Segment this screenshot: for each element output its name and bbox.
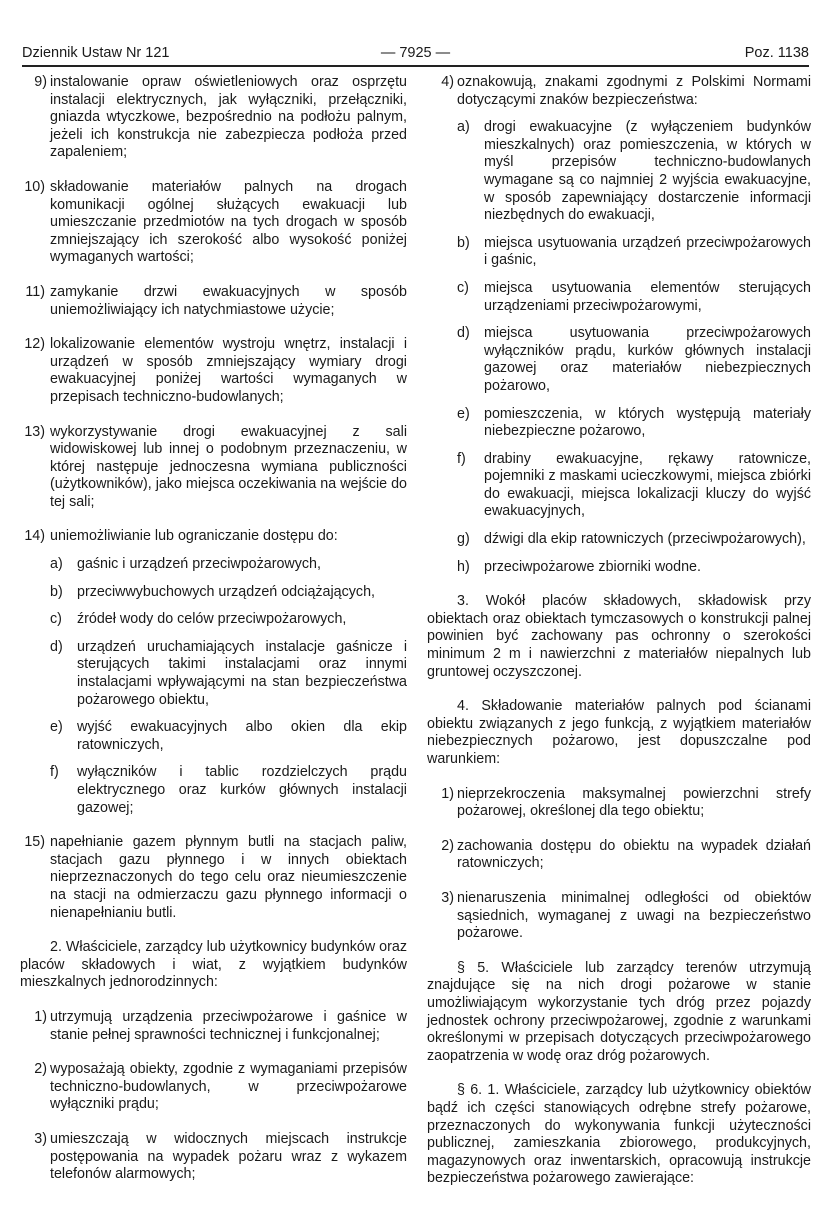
- paragraph-3: 3. Wokół placów składowych, składowisk przy obiektach oraz obiektach tymczasowych o konstrukcji palnej powinien być zachowany pas ochronny o szerokości minimum 2 m i nawierzchni z materiałów niepalnych lub gruntowej oczyszczonej.: [427, 593, 811, 680]
- sub-item-letter: a): [50, 556, 63, 573]
- sub-item-letter: b): [457, 234, 470, 251]
- sub-item-text: przeciwpożarowe zbiorniki wodne.: [484, 558, 701, 575]
- sub-list-item: [427, 406, 811, 441]
- list-item: [20, 1061, 407, 1114]
- sub-item-letter: g): [457, 531, 470, 548]
- sub-item-text: przeciwwybuchowych urządzeń odciążających,: [77, 583, 375, 600]
- item-text: utrzymują urządzenia przeciwpożarowe i gaśnice w stanie pełnej sprawności technicznej i funkcjonalnej;: [50, 1008, 407, 1043]
- sub-item-text: miejsca usytuowania elementów sterujących urządzeniami przeciwpożarowymi,: [484, 279, 811, 314]
- item-number: 15): [24, 834, 45, 851]
- sub-item-letter: c): [457, 279, 469, 296]
- item-number: 4): [441, 74, 454, 90]
- sub-list-item: [427, 119, 811, 225]
- item-text: składowanie materiałów palnych na drogach komunikacji ogólnej służących ewakuacji lub umieszczanie przedmiotów na tych drogach w sposób zmniejszający ich szerokość albo wysokość poniżej wymaganych wartości;: [50, 178, 407, 266]
- item-number: 1): [34, 1008, 47, 1025]
- item-number: 3): [34, 1130, 47, 1147]
- list-item: [427, 786, 811, 821]
- item-text: wykorzystywanie drogi ewakuacyjnej z sali widowiskowej lub innej o podobnym przeznaczeniu, w której następuje jednoczesna wymiana publiczności (użytkowników), jako miejsca oczekiwania na wejście do tej sali;: [50, 423, 407, 510]
- sub-list-item: [20, 611, 407, 629]
- sub-item-letter: d): [457, 325, 470, 342]
- sub-list-item: [427, 325, 811, 395]
- list-item: [427, 838, 811, 873]
- right-column: [427, 74, 811, 1205]
- sub-item-text: urządzeń uruchamiających instalacje gaśnicze i sterujących takimi instalacjami oraz innymi instalacjami wpływającymi na stan bezpieczeństwa pożarowego obiektu,: [77, 638, 407, 708]
- list-item: [20, 528, 407, 546]
- item-number: 2): [441, 837, 454, 854]
- sub-list-item: [20, 764, 407, 817]
- sub-item-letter: e): [457, 405, 470, 422]
- position-number: Poz. 1138: [744, 45, 809, 61]
- list-item: [20, 284, 407, 319]
- item-text: uniemożliwianie lub ograniczanie dostępu do:: [50, 528, 338, 545]
- sub-item-letter: e): [50, 719, 63, 736]
- sub-list-item: [427, 531, 811, 549]
- list-item: [427, 74, 811, 109]
- sub-item-letter: f): [457, 450, 466, 467]
- sub-list-item: [20, 556, 407, 574]
- item-number: 10): [24, 178, 45, 195]
- sub-item-letter: f): [50, 764, 59, 781]
- item-number: 11): [25, 283, 45, 300]
- sub-item-text: gaśnic i urządzeń przeciwpożarowych,: [77, 556, 321, 573]
- item-text: nieprzekroczenia maksymalnej powierzchni strefy pożarowej, określonej dla tego obiektu;: [457, 785, 811, 820]
- sub-item-text: drogi ewakuacyjne (z wyłączeniem budynków mieszkalnych) oraz pomieszczenia, w których w myśl przepisów techniczno-budowlanych wymagane są co najmniej 2 wyjścia ewakuacyjne, w sposób zapewniający dostarczenie informacji niezbędnych do ewakuacji,: [484, 119, 811, 224]
- sub-list-item: [427, 451, 811, 521]
- sub-list-item: [20, 719, 407, 754]
- item-text: wyposażają obiekty, zgodnie z wymaganiami przepisów techniczno-budowlanych, w przeciwpożarowe wyłączniki prądu;: [50, 1061, 407, 1113]
- left-column: [20, 74, 407, 1201]
- sub-item-text: dźwigi dla ekip ratowniczych (przeciwpożarowych),: [484, 531, 806, 548]
- sub-item-text: wyjść ewakuacyjnych albo okien dla ekip ratowniczych,: [77, 719, 407, 753]
- sub-list-item: [427, 235, 811, 270]
- list-item: [20, 1009, 407, 1044]
- item-number: 12): [24, 336, 45, 353]
- item-number: 9): [34, 74, 47, 90]
- sub-item-text: wyłączników i tablic rozdzielczych prądu elektrycznego oraz kurków głównych instalacji gazowej;: [77, 764, 407, 816]
- list-item: [20, 1131, 407, 1184]
- page-number: — 7925 —: [380, 45, 451, 61]
- item-text: instalowanie opraw oświetleniowych oraz osprzętu instalacji elektrycznych, jak wyłączniki, przełączniki, gniazda wtyczkowe, bezpośrednio na podłożu palnym, jeżeli ich konstrukcja nie zabezpiecza podłoża przed zapaleniem;: [50, 74, 407, 161]
- list-item: [20, 74, 407, 162]
- item-text: napełnianie gazem płynnym butli na stacjach paliw, stacjach gazu płynnego i w innych obiektach nieprzeznaczonych do tego celu oraz nieumieszczenie na stacji na odmierzaczu gazu płynnego informacji o nienapełnianiu butli.: [50, 834, 407, 921]
- list-item: [427, 890, 811, 943]
- paragraph-2: 2. Właściciele, zarządcy lub użytkownicy budynków oraz placów składowych i wiat, z wyjątkiem budynków mieszkalnych jednorodzinnych:: [20, 939, 407, 991]
- item-number: 14): [24, 528, 45, 545]
- section-6: § 6. 1. Właściciele, zarządcy lub użytkownicy obiektów bądź ich części stanowiących odrębne strefy pożarowe, przeznaczonych do wykonywania funkcji użyteczności publicznej, zamieszkania zbiorowego, produkcyjnych, magazynowych oraz inwentarskich, opracowują instrukcje bezpieczeństwa pożarowego zawierające:: [427, 1082, 811, 1187]
- list-item: [20, 834, 407, 922]
- sub-item-text: pomieszczenia, w których występują materiały niebezpieczne pożarowo,: [484, 405, 811, 440]
- item-number: 2): [34, 1061, 47, 1078]
- item-text: umieszczają w widocznych miejscach instrukcje postępowania na wypadek pożaru wraz z wykazem telefonów alarmowych;: [50, 1130, 407, 1183]
- sub-item-text: miejsca usytuowania przeciwpożarowych wyłączników prądu, kurków głównych instalacji gazowej oraz materiałów niebezpiecznych pożarowo,: [484, 325, 811, 394]
- item-text: zamykanie drzwi ewakuacyjnych w sposób uniemożliwiający ich natychmiastowe użycie;: [50, 283, 407, 318]
- sub-item-letter: a): [457, 119, 470, 136]
- sub-list-item: [427, 559, 811, 577]
- list-item: [20, 179, 407, 267]
- sub-item-text: miejsca usytuowania urządzeń przeciwpożarowych i gaśnic,: [484, 234, 811, 269]
- sub-item-letter: h): [457, 558, 470, 575]
- sub-list-item: [20, 584, 407, 602]
- sub-item-letter: d): [50, 638, 63, 655]
- sub-item-letter: c): [50, 611, 62, 628]
- sub-list-item: [427, 280, 811, 315]
- sub-item-text: źródeł wody do celów przeciwpożarowych,: [77, 611, 347, 628]
- sub-item-letter: b): [50, 583, 63, 600]
- item-number: 1): [441, 785, 454, 802]
- journal-title: Dziennik Ustaw Nr 121: [22, 45, 170, 61]
- item-text: oznakowują, znakami zgodnymi z Polskimi Normami dotyczącymi znaków bezpieczeństwa:: [457, 74, 811, 108]
- item-text: zachowania dostępu do obiektu na wypadek działań ratowniczych;: [457, 837, 811, 872]
- list-item: [20, 336, 407, 406]
- sub-item-text: drabiny ewakuacyjne, rękawy ratownicze, pojemniki z maskami ucieczkowymi, miejsca zbiórki do ewakuacji, miejsca lokalizacji kluczy do wyjść ewakuacyjnych,: [484, 450, 811, 520]
- item-text: lokalizowanie elementów wystroju wnętrz, instalacji i urządzeń w sposób zmniejszający wymiary drogi ewakuacyjnej poniżej wartości wymaganych w przepisach techniczno-budowlanych;: [50, 336, 407, 405]
- sub-list-item: [20, 639, 407, 709]
- paragraph-4: 4. Składowanie materiałów palnych pod ścianami obiektu związanych z jego funkcją, z wyjątkiem materiałów niebezpiecznych pożarowo, jest dopuszczalne pod warunkiem:: [427, 698, 811, 767]
- list-item: [20, 424, 407, 512]
- item-text: nienaruszenia minimalnej odległości od obiektów sąsiednich, wymaganej z uwagi na bezpieczeństwo pożarowe.: [457, 889, 811, 942]
- item-number: 3): [441, 889, 454, 906]
- page-header: [22, 44, 809, 67]
- section-5: § 5. Właściciele lub zarządcy terenów utrzymują znajdujące się na nich drogi pożarowe w stanie umożliwiającym wykorzystanie tych dróg przez pojazdy jednostek ochrony przeciwpożarowej, zgodnie z warunkami określonymi w przepisach dotyczących przeciwpożarowego zaopatrzenia w wodę oraz dróg pożarowych.: [427, 959, 811, 1064]
- item-number: 13): [24, 423, 45, 440]
